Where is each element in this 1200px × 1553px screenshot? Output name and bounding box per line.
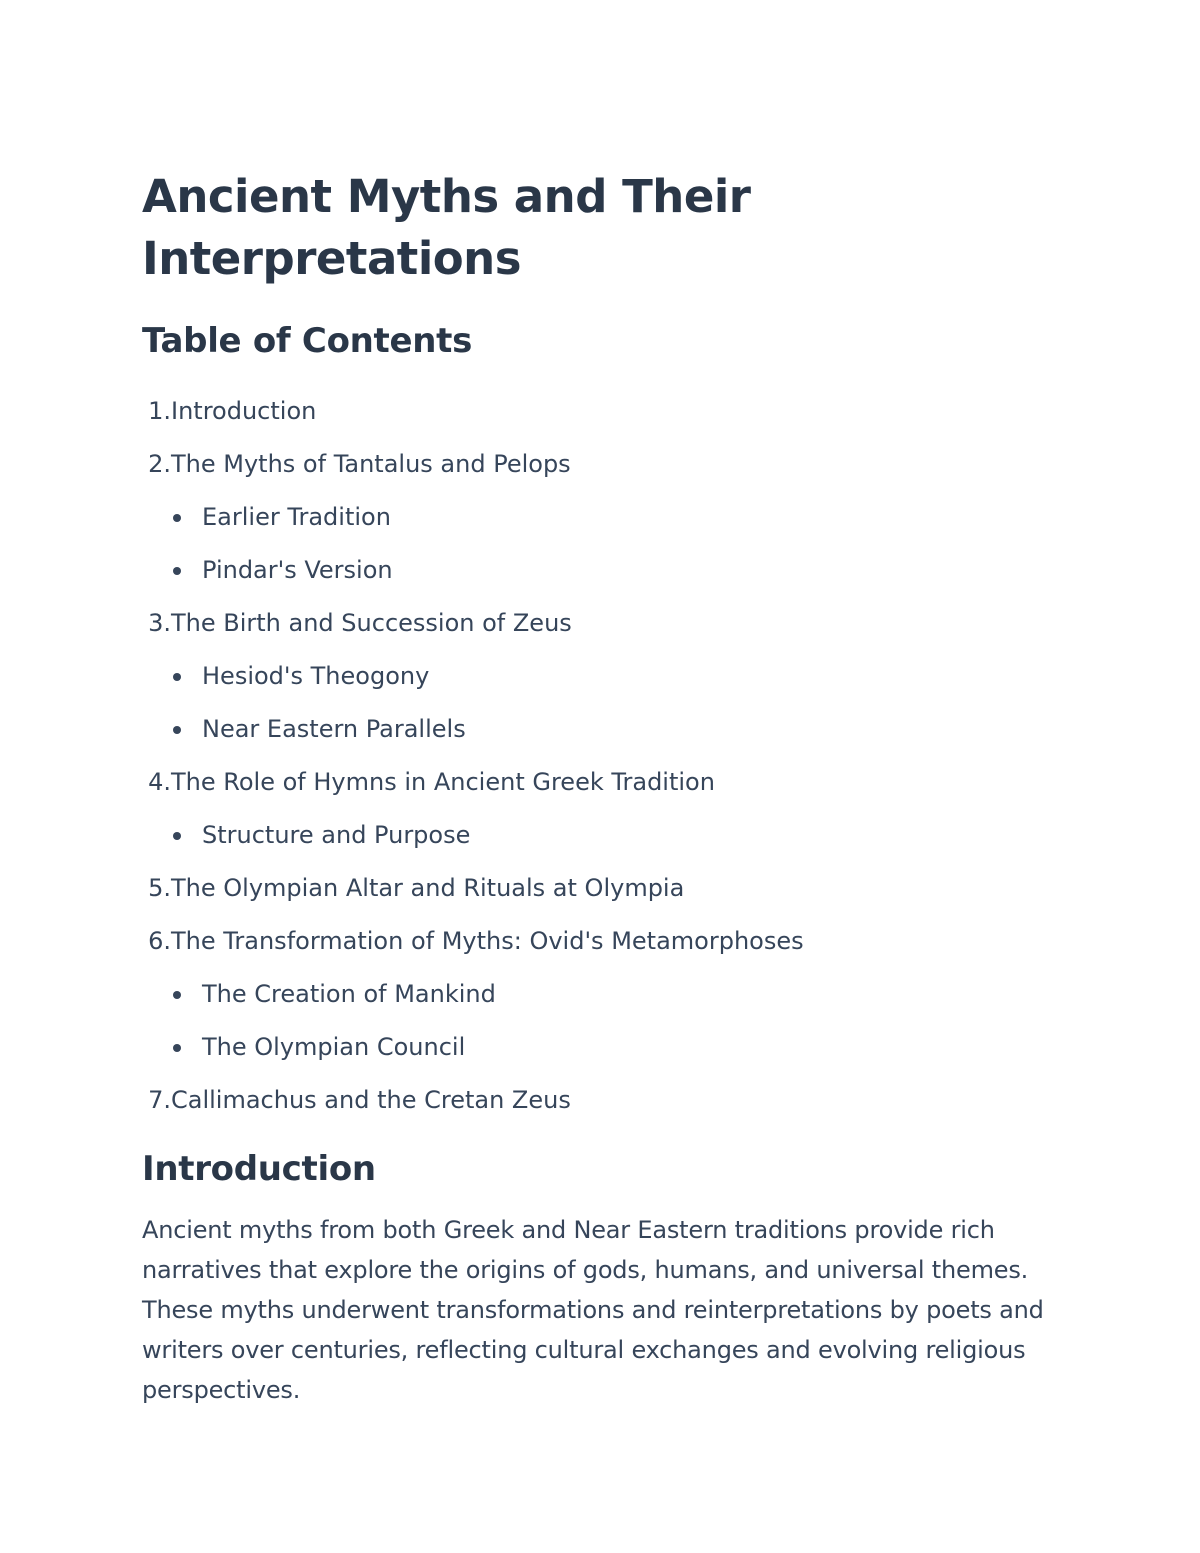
toc-item-number: 2. [148, 450, 171, 478]
bullet-icon [173, 1044, 181, 1052]
toc-subitem-label: The Creation of Mankind [202, 980, 496, 1008]
toc-item-role-of-hymns[interactable] [142, 756, 1072, 862]
toc-subitem-label: Near Eastern Parallels [202, 715, 466, 743]
toc-item-label: The Birth and Succession of Zeus [171, 609, 572, 637]
toc-item-number: 7. [148, 1086, 171, 1114]
toc-item-label: Callimachus and the Cretan Zeus [171, 1086, 571, 1114]
toc-item-label: The Myths of Tantalus and Pelops [171, 450, 571, 478]
toc-sublist [142, 968, 1072, 1074]
toc-subitem-earlier-tradition[interactable] [142, 491, 1072, 544]
toc-heading: Table of Contents [142, 321, 473, 361]
toc-sublist [142, 491, 1072, 597]
bullet-icon [173, 726, 181, 734]
toc-subitem-pindars-version[interactable] [142, 544, 1072, 597]
toc-item-label: The Transformation of Myths: Ovid's Metamorphoses [171, 927, 804, 955]
toc-sublist [142, 650, 1072, 756]
bullet-icon [173, 991, 181, 999]
toc-subitem-structure-purpose[interactable] [142, 809, 1072, 862]
toc-subitem-label: Earlier Tradition [202, 503, 391, 531]
introduction-paragraph: Ancient myths from both Greek and Near Eastern traditions provide rich narratives that explore the origins of gods, humans, and universal themes. These myths underwent transformations and reinterpretations by poets and writers over centuries, reflecting cultural exchanges and evolving religious perspectives. [142, 1216, 1044, 1404]
toc-item-number: 3. [148, 609, 171, 637]
toc-item-number: 6. [148, 927, 171, 955]
toc-item-introduction[interactable] [142, 385, 1072, 438]
toc-sublist [142, 809, 1072, 862]
table-of-contents [142, 385, 1072, 1127]
toc-item-birth-of-zeus[interactable] [142, 597, 1072, 756]
introduction-heading: Introduction [142, 1149, 376, 1189]
toc-item-number: 4. [148, 768, 171, 796]
toc-subitem-near-eastern-parallels[interactable] [142, 703, 1072, 756]
toc-item-label: The Role of Hymns in Ancient Greek Tradition [171, 768, 715, 796]
bullet-icon [173, 514, 181, 522]
bullet-icon [173, 832, 181, 840]
toc-subitem-label: Pindar's Version [202, 556, 393, 584]
toc-item-number: 5. [148, 874, 171, 902]
toc-subitem-label: Hesiod's Theogony [202, 662, 430, 690]
toc-item-tantalus-pelops[interactable] [142, 438, 1072, 597]
document-title: Ancient Myths and Their Interpretations [142, 170, 751, 285]
toc-subitem-olympian-council[interactable] [142, 1021, 1072, 1074]
toc-item-label: The Olympian Altar and Rituals at Olympia [171, 874, 685, 902]
toc-subitem-creation-of-mankind[interactable] [142, 968, 1072, 1021]
toc-item-olympian-altar[interactable] [142, 862, 1072, 915]
toc-subitem-hesiods-theogony[interactable] [142, 650, 1072, 703]
toc-item-transformation-of-myths[interactable] [142, 915, 1072, 1074]
document-page [142, 166, 1072, 1410]
toc-item-label: Introduction [171, 397, 317, 425]
toc-item-number: 1. [148, 397, 171, 425]
bullet-icon [173, 673, 181, 681]
toc-subitem-label: The Olympian Council [202, 1033, 466, 1061]
bullet-icon [173, 567, 181, 575]
toc-subitem-label: Structure and Purpose [202, 821, 471, 849]
toc-item-callimachus[interactable] [142, 1074, 1072, 1127]
